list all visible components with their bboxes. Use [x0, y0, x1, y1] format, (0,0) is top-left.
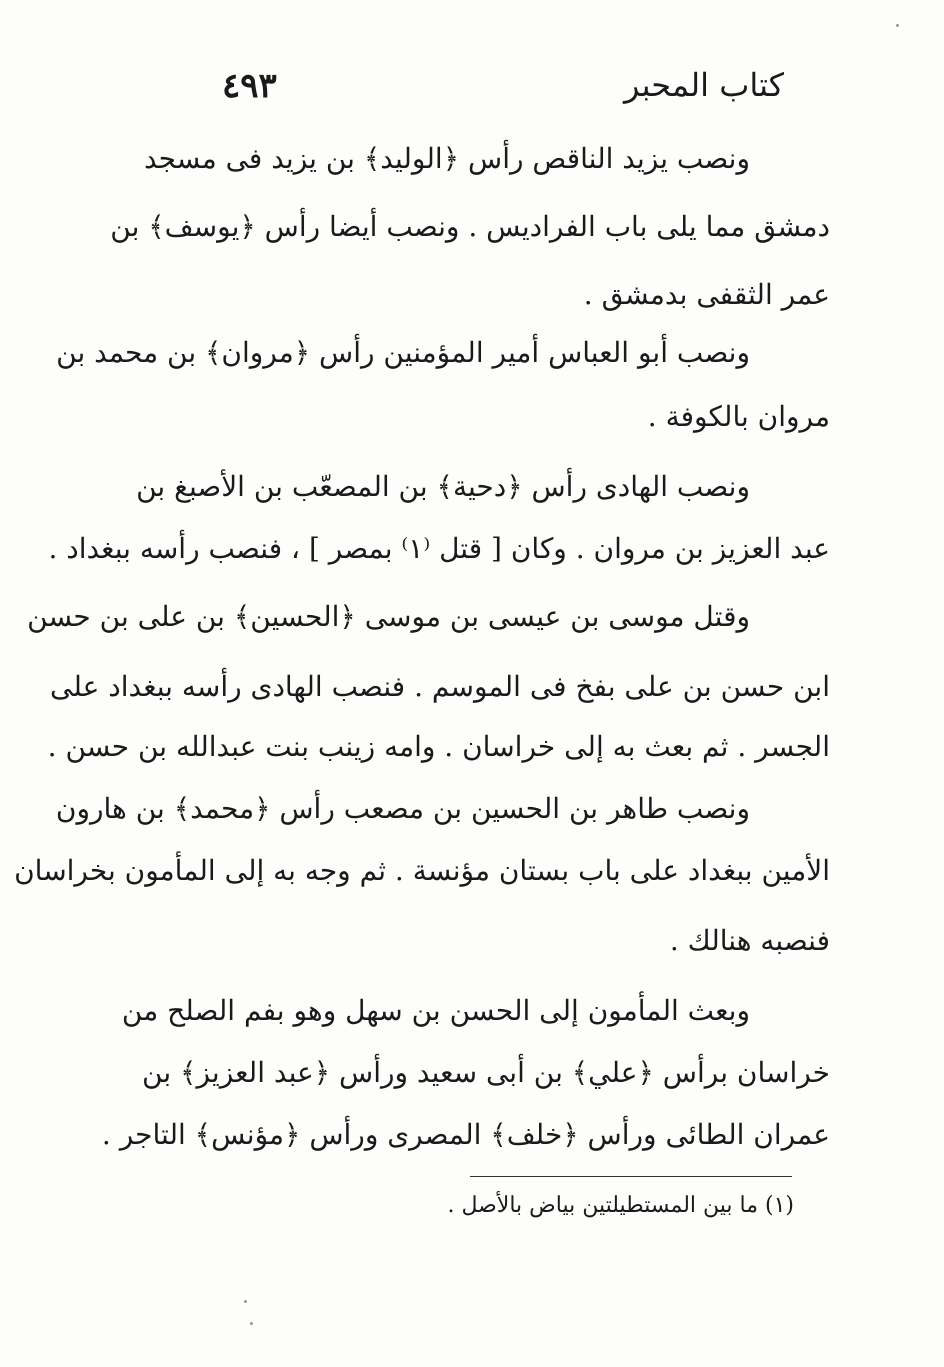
- paper-speck: [250, 1322, 253, 1325]
- text-line: خراسان برأس ﴿علي﴾ بن أبى سعيد ورأس ﴿عبد العزيز﴾ بن: [142, 1056, 830, 1089]
- footnote: (١) ما بين المستطيلتين بياض بالأصل .: [447, 1193, 794, 1218]
- text-line: ونصب أبو العباس أمير المؤمنين رأس ﴿مروان﴾ بن محمد بن: [56, 336, 750, 369]
- running-title: كتاب المحبر: [623, 66, 784, 104]
- text-line: عمران الطائى ورأس ﴿خلف﴾ المصرى ورأس ﴿مؤنس﴾ التاجر .: [101, 1118, 830, 1151]
- text-line: وقتل موسى بن عيسى بن موسى ﴿الحسين﴾ بن على بن حسن: [27, 600, 750, 633]
- text-line: مروان بالكوفة .: [647, 400, 830, 433]
- text-line: عبد العزيز بن مروان . وكان [ قتل ⁽١⁾ بمصر ] ، فنصب رأسه ببغداد .: [48, 532, 830, 565]
- text-line: ونصب الهادى رأس ﴿دحية﴾ بن المصعّب بن الأصبغ بن: [136, 470, 750, 503]
- text-line: الأمين ببغداد على باب بستان مؤنسة . ثم وجه به إلى المأمون بخراسان: [14, 854, 830, 887]
- text-line: عمر الثقفى بدمشق .: [583, 278, 830, 311]
- paper-speck: [896, 24, 899, 27]
- text-line: فنصبه هنالك .: [669, 924, 830, 957]
- text-line: ونصب يزيد الناقص رأس ﴿الوليد﴾ بن يزيد فى مسجد: [143, 142, 750, 175]
- text-line: وبعث المأمون إلى الحسن بن سهل وهو بفم الصلح من: [121, 994, 750, 1027]
- page-number: ٤٩٣: [222, 66, 277, 106]
- text-line: ونصب طاهر بن الحسين بن مصعب رأس ﴿محمد﴾ بن هارون: [55, 792, 750, 825]
- paper-speck: [244, 1300, 247, 1303]
- text-line: دمشق مما يلى باب الفراديس . ونصب أيضا رأس ﴿يوسف﴾ بن: [110, 210, 830, 243]
- footnote-divider: [470, 1176, 792, 1177]
- text-line: ابن حسن بن على بفخ فى الموسم . فنصب الهادى رأسه ببغداد على: [50, 670, 830, 703]
- text-line: الجسر . ثم بعث به إلى خراسان . وامه زينب بنت عبدالله بن حسن .: [47, 730, 830, 763]
